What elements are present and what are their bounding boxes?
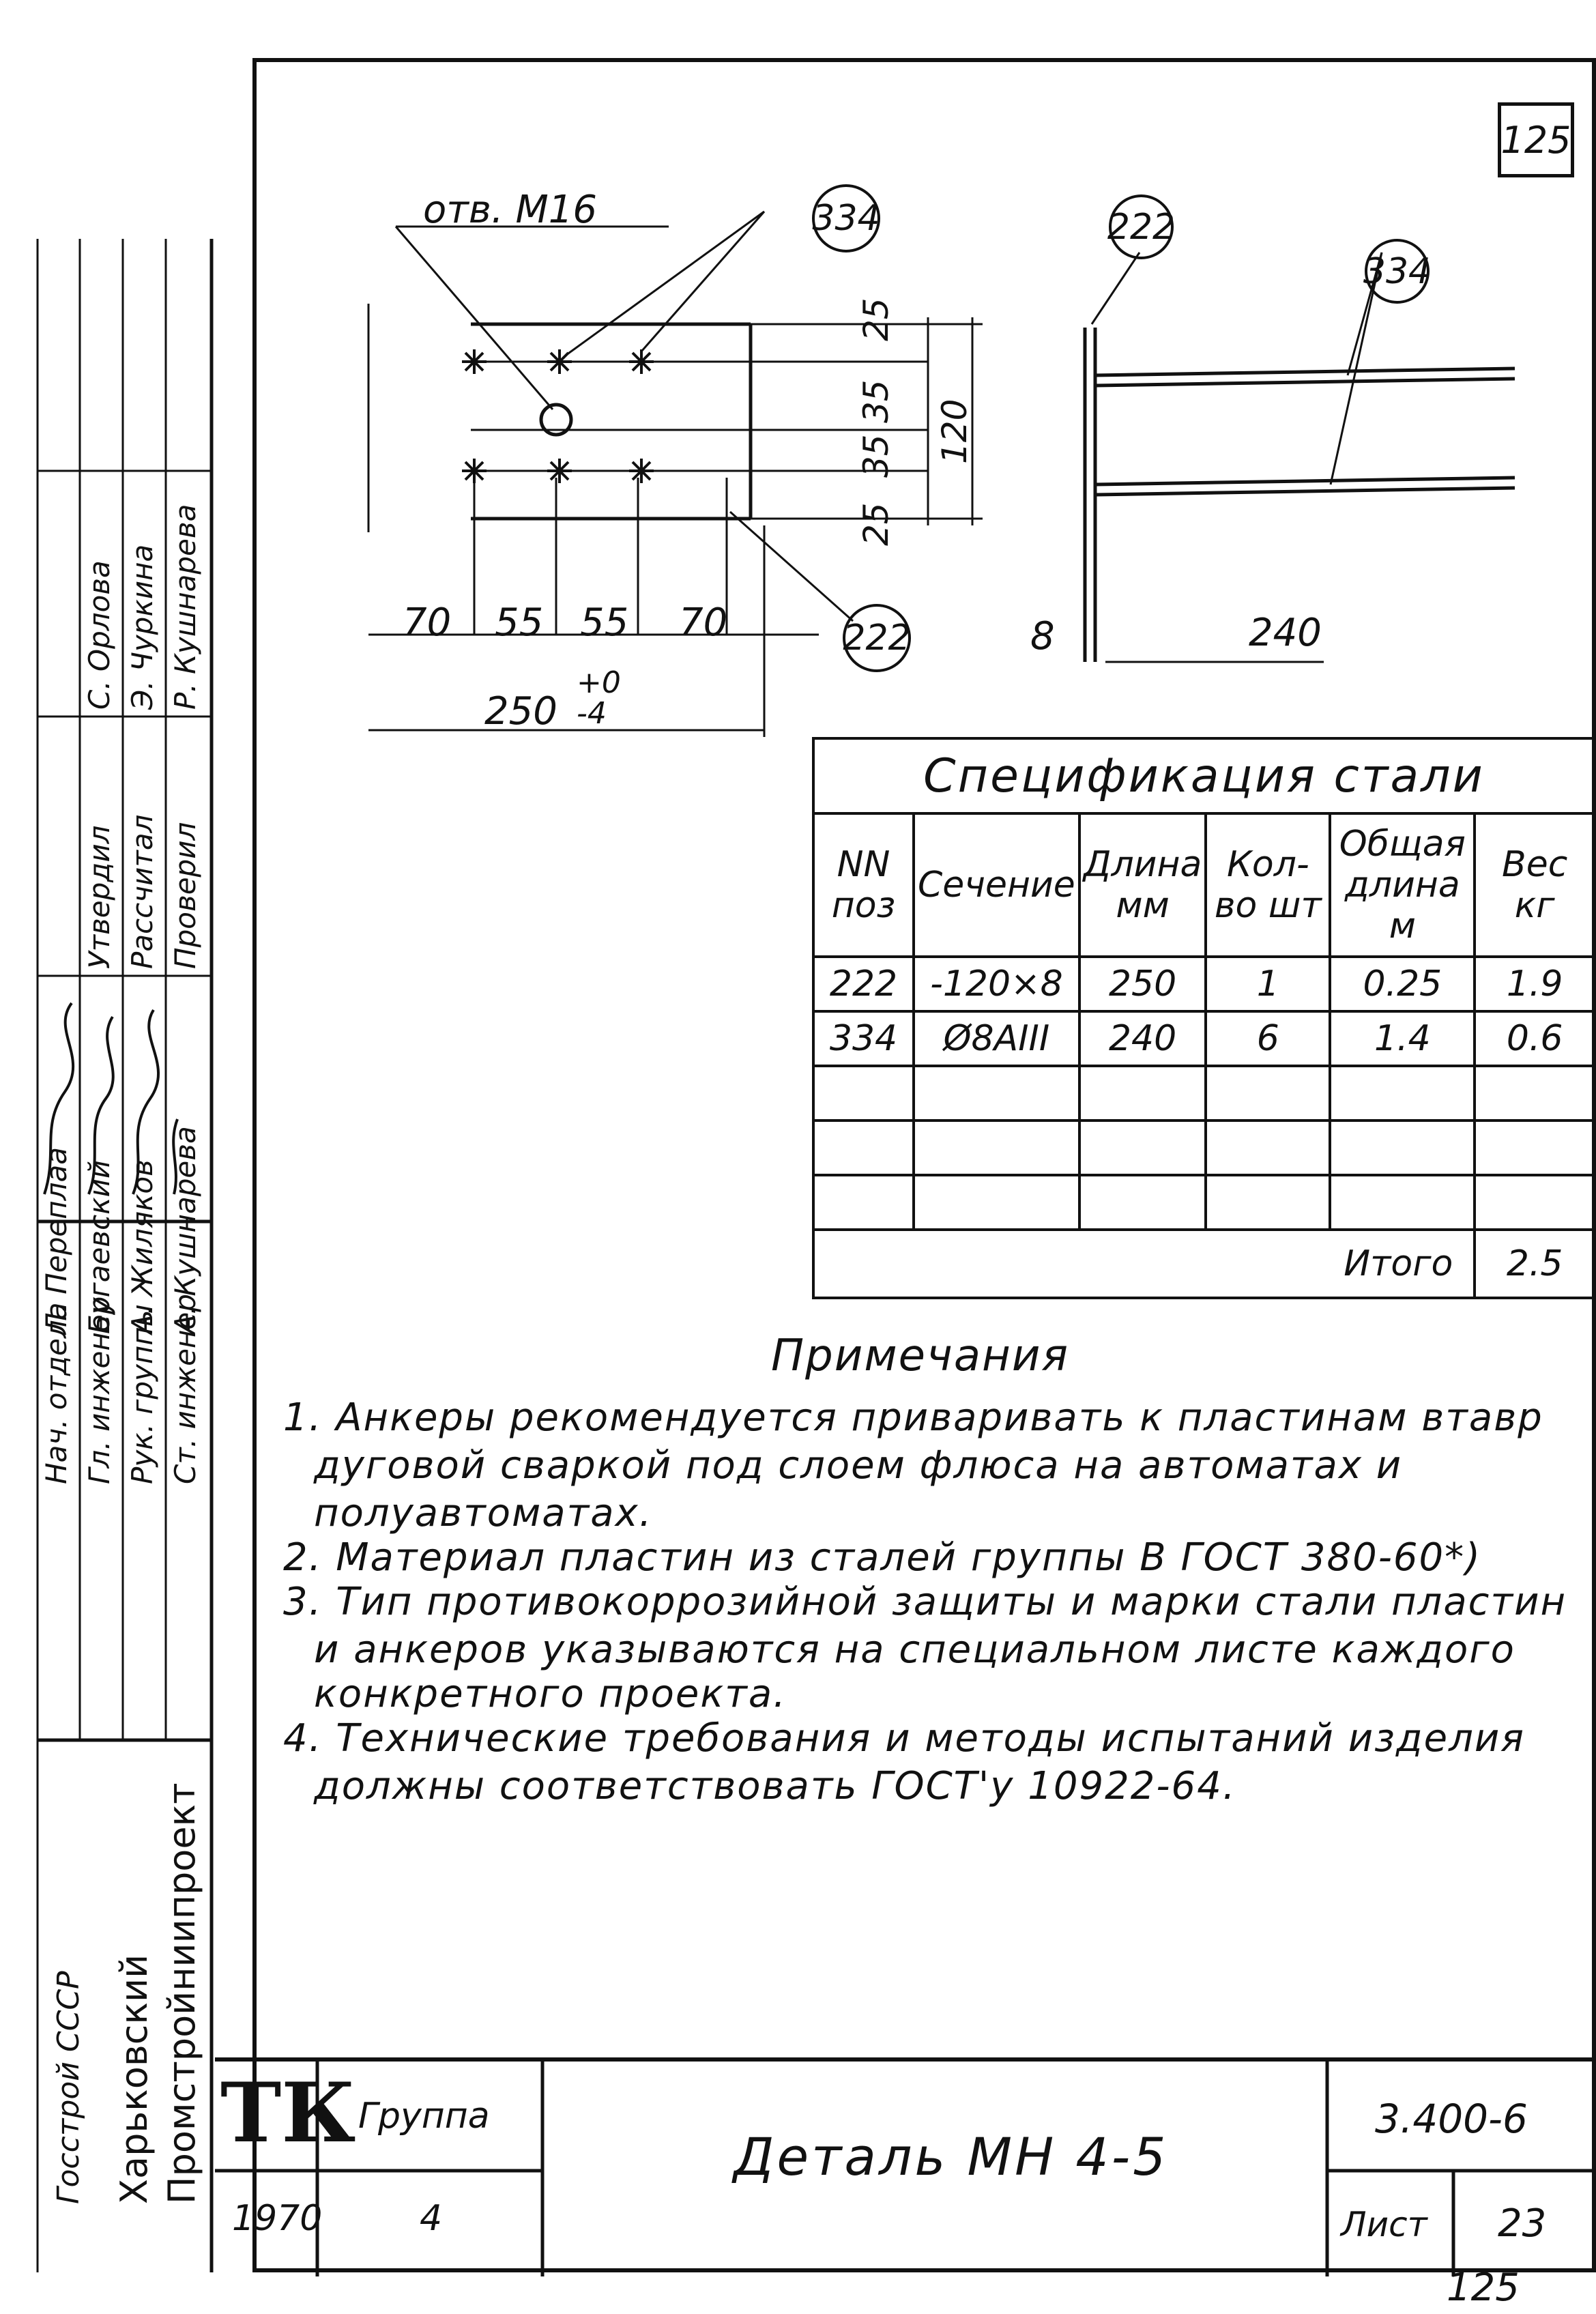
page-number-box [1498, 102, 1574, 177]
side-name2-3: Р. Кушнарева [169, 504, 202, 710]
spec-row [813, 957, 1595, 1011]
group-label: Группа [358, 2096, 490, 2137]
side-role2-3: Проверил [169, 822, 202, 969]
spec-cell: 1.9 [1475, 957, 1595, 1011]
dim-thickness: 8 [1030, 614, 1055, 659]
side-name-3: А. Жиляков [126, 1159, 159, 1334]
spec-cell: 0.25 [1330, 957, 1475, 1011]
spec-cell: 6 [1206, 1011, 1330, 1066]
spec-cell: 250 [1079, 957, 1206, 1011]
year: 1970 [232, 2198, 323, 2239]
dim-v25-bot: 25 [856, 502, 896, 546]
side-role-4: Ст. инженер [169, 1294, 202, 1484]
drawing-title: Деталь МН 4-5 [734, 2126, 1169, 2187]
note-line-9: должны соответствовать ГОСТ'у 10922-64. [314, 1764, 1236, 1808]
spec-cell: 1 [1206, 957, 1330, 1011]
note-line-3: полуавтоматах. [314, 1491, 653, 1535]
spec-title: Спецификация стали [813, 738, 1595, 813]
side-role-1: Нач. отдела [40, 1302, 73, 1484]
dim-tol-minus: -4 [577, 696, 607, 731]
dim-70-right: 70 [679, 601, 728, 645]
side-role-2: Гл. инженер [83, 1296, 116, 1484]
plate-plan-view [328, 171, 1044, 771]
spec-header-section: Сечение [914, 813, 1079, 957]
spec-header-weight: Вес кг [1475, 813, 1595, 957]
sheet-label: Лист [1341, 2205, 1427, 2244]
spec-row [813, 1066, 1595, 1120]
spec-header-total-length: Общая длина м [1330, 813, 1475, 957]
callout-plate-side: 222 [1109, 194, 1174, 259]
spec-total-row [813, 1230, 1595, 1298]
dim-v35-b: 35 [856, 434, 896, 478]
spec-row [813, 1120, 1595, 1175]
spec-row [813, 1011, 1595, 1066]
signatures [38, 989, 184, 1215]
note-line-8: 4. Технические требования и методы испытаний изделия [283, 1716, 1525, 1761]
spec-header-qty: Кол-во шт [1206, 813, 1330, 957]
org-name-1: Харьковский [113, 1954, 156, 2204]
note-line-2: дуговой сваркой под слоем флюса на автоматах и [314, 1443, 1403, 1488]
side-name-1: Л. Переплаа [40, 1147, 73, 1334]
spec-header-pos: NN поз [813, 813, 914, 957]
side-role2-2: Рассчитал [126, 814, 159, 969]
dim-v25-top: 25 [856, 298, 896, 341]
note-line-1: 1. Анкеры рекомендуется приваривать к пластинам втавр [283, 1395, 1543, 1440]
series-code: 3.400-6 [1375, 2096, 1528, 2142]
dim-55-a: 55 [495, 601, 544, 645]
callout-anchor-side: 334 [1365, 239, 1430, 304]
spec-cell: Ø8АIII [914, 1011, 1079, 1066]
spec-cell: 1.4 [1330, 1011, 1475, 1066]
spec-row [813, 1175, 1595, 1230]
side-name2-1: С. Орлова [83, 560, 116, 710]
side-role2-1: Утвердил [83, 825, 116, 969]
spec-cell: -120×8 [914, 957, 1079, 1011]
note-line-7: конкретного проекта. [314, 1672, 787, 1716]
side-name-4: А. Кушнарева [169, 1126, 202, 1334]
callout-anchor-top: 334 [812, 184, 880, 252]
spec-total-value: 2.5 [1475, 1230, 1595, 1298]
dim-anchor-len: 240 [1249, 611, 1322, 655]
spec-cell: 240 [1079, 1011, 1206, 1066]
spec-cell: 334 [813, 1011, 914, 1066]
side-name2-2: Э. Чуркина [126, 544, 159, 710]
spec-header-length: Длина мм [1079, 813, 1206, 957]
spec-cell: 222 [813, 957, 914, 1011]
org-name-2: Промстройниипроект [160, 1782, 203, 2204]
notes-title: Примечания [771, 1331, 1069, 1381]
title-block [215, 2057, 1596, 2276]
dim-v120: 120 [935, 399, 974, 464]
side-name-2: Бугаевский [83, 1159, 116, 1334]
page-number-bottom: 125 [1447, 2266, 1520, 2310]
dim-v35-a: 35 [856, 379, 896, 423]
dim-overall: 250 [484, 689, 557, 734]
spec-total-label: Итого [813, 1230, 1475, 1298]
tk-mark: ТК [220, 2065, 356, 2161]
page-number-top: 125 [1500, 118, 1571, 162]
dim-70-left: 70 [403, 601, 452, 645]
group-value: 4 [420, 2198, 443, 2239]
dim-55-b: 55 [580, 601, 629, 645]
dim-tol-plus: +0 [577, 665, 621, 700]
org-top: Госстрой СССР [51, 1971, 86, 2204]
side-role-3: Рук. группы [126, 1304, 159, 1484]
note-line-5: 3. Тип противокоррозийной защиты и марки стали пластин [283, 1580, 1567, 1624]
note-line-4: 2. Материал пластин из сталей группы В ГОСТ 380-60*) [283, 1535, 1482, 1580]
spec-table [812, 737, 1596, 1299]
spec-cell: 0.6 [1475, 1011, 1595, 1066]
callout-plate: 222 [843, 604, 911, 672]
sheet-value: 23 [1498, 2201, 1547, 2246]
note-line-6: и анкеров указываются на специальном листе каждого [314, 1628, 1515, 1672]
hole-label: отв. М16 [423, 188, 598, 232]
